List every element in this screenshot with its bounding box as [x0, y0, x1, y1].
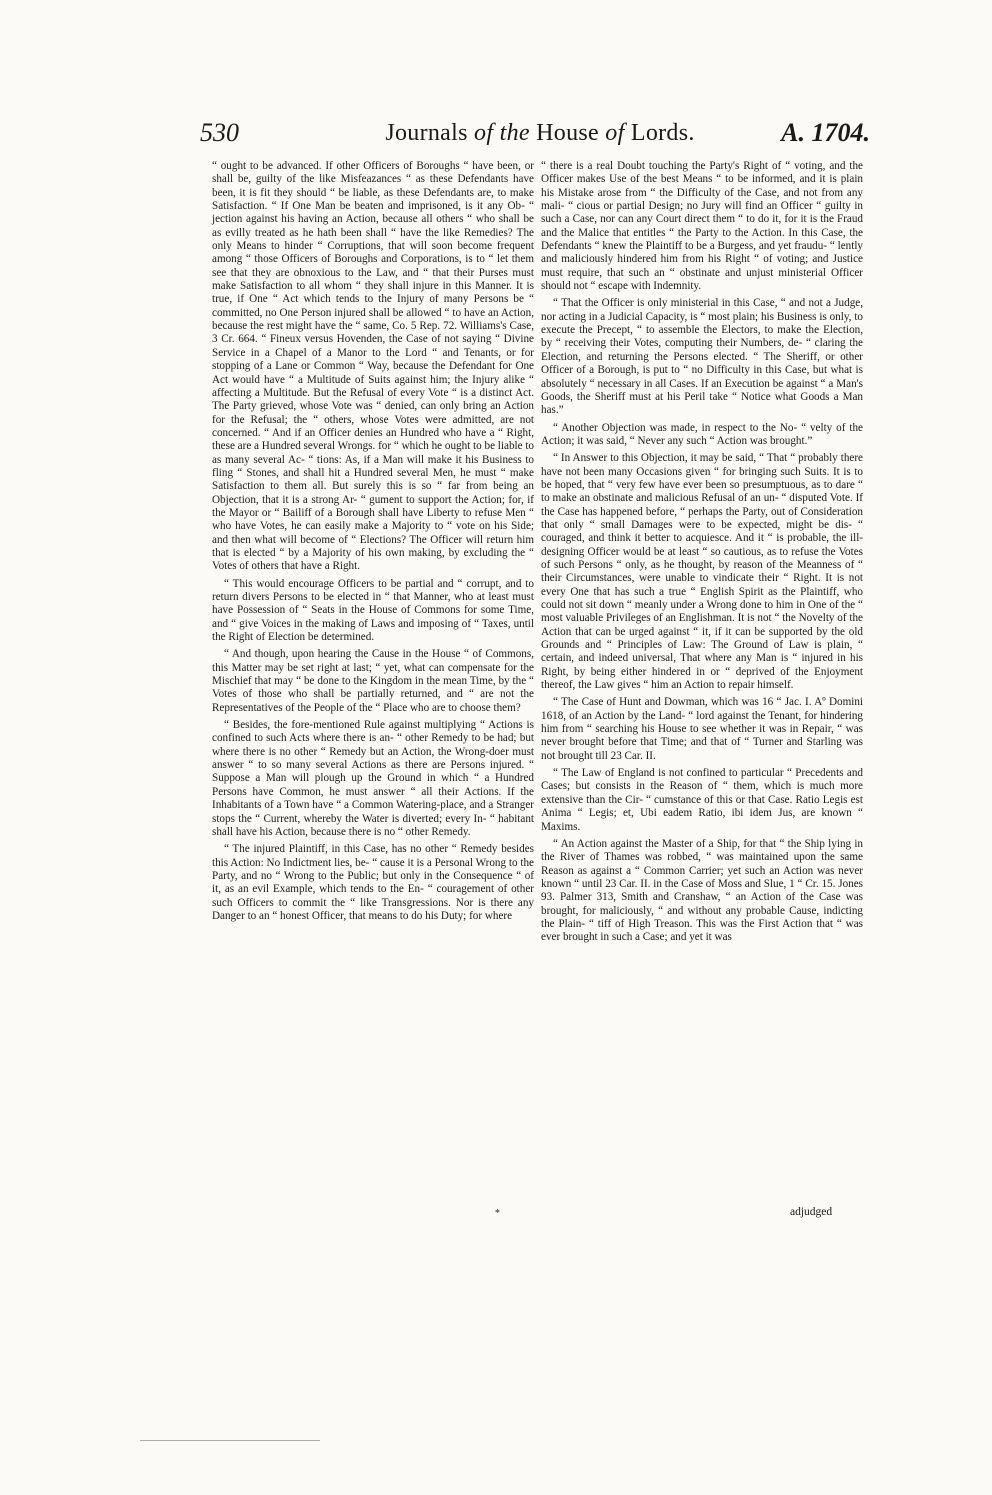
paragraph: “ there is a real Doubt touching the Party's Right of “ voting, and the Officer makes Use of the best Means “ to be informed, and it is plain his Mistake arose from “ the Difficulty of the Case, and not from any mali- “ cious or partial Design; no Jury will find an Officer “ guilty in such a Case, nor can any Court direct them “ to do it, for it is the Fraud and the Malice that entitles “ the Party to the Action. In this Case, the Defendants “ knew the Plaintiff to be a Burgess, and yet fraudu- “ lently and maliciously hindered him from his Right “ of voting; and Justice must require, that such an “ obstinate and unjust ministerial Officer should not “ escape with Indemnity.: [541, 160, 863, 293]
paragraph: “ That the Officer is only ministerial in this Case, “ and not a Judge, nor acting in a Judicial Capacity, is “ most plain; his Business is only, to execute the Precept, “ to assemble the Electors, to make the Election, by “ receiving their Votes, computing their Numbers, de- “ claring the Election, and returning the Persons elected. “ The Sheriff, or other Officer of a Borough, is put to “ no Difficulty in this Case, but what is absolutely “ necessary in all Cases. If an Execution be against “ a Man's Goods, the Sheriff must at his Peril take “ Notice what Goods a Man has.”: [541, 297, 863, 417]
paragraph: “ In Answer to this Objection, it may be said, “ That “ probably there have not been many Occasions given “ for bringing such Suits. It is to be hoped, that “ very few have ever been so presumptuous, as to dare “ to make an obstinate and malicious Refusal of an un- “ disputed Vote. If the Case has happened before, “ perhaps the Party, out of Consideration that only “ small Damages were to be expected, might be dis- “ couraged, and think it better to acquiesce. And it “ is probable, the ill-designing Officer would be at least “ so cautious, as to refuse the Votes of such Persons “ only, as he thought, by reason of the Meanness of “ their Circumstances, were unable to vindicate their “ Right. It is not every One that has such a true “ English Spirit as the Plaintiff, who could not sit down “ meanly under a Wrong done to him in One of the “ most valuable Privileges of an Englishman. It is not “ the Novelty of the Action that can be urged against “ it, if it can be supported by the old Grounds and “ Principles of Law: The Ground of Law is plain, “ certain, and indeed universal, That where any Man is “ injured in his Right, by being either hindered in or “ deprived of the Enjoyment thereof, the Law gives “ him an Action to repair himself.: [541, 452, 863, 692]
footer-mark: *: [495, 1208, 500, 1219]
title-part: of: [605, 120, 625, 146]
right-column: [541, 160, 863, 949]
title-part: of the: [474, 120, 530, 146]
page-number: 530: [200, 118, 239, 147]
catchword: adjudged: [790, 1206, 833, 1218]
paragraph: “ This would encourage Officers to be partial and “ corrupt, and to return divers Persons to be elected in “ that Manner, who at least must have Possession of “ Seats in the House of Commons for some Time, and “ give Voices in the making of Laws and imposing of “ Taxes, until the Right of Election be determined.: [212, 577, 534, 644]
year-marker: A. 1704.: [781, 118, 870, 147]
title-part: Lords.: [624, 120, 695, 146]
title-part: House: [529, 120, 606, 146]
left-column: [212, 160, 534, 927]
print-smudge: [140, 1440, 320, 1446]
paragraph: “ Another Objection was made, in respect to the No- “ velty of the Action; it was said, “ Never any such “ Action was brought.”: [541, 421, 863, 447]
running-title: [320, 120, 760, 147]
page-header: [200, 118, 870, 152]
title-part: Journals: [385, 120, 475, 146]
paragraph: “ And though, upon hearing the Cause in the House “ of Commons, this Matter may be set right at last; “ yet, what can compensate for the Mischief that may “ be done to the Kingdom in the mean Time, by the “ Votes of those who shall be partially returned, and “ are not the Representatives of the People of the “ Place who are to choose them?: [212, 648, 534, 714]
paragraph: “ The injured Plaintiff, in this Case, has no other “ Remedy besides this Action: No Indictment lies, be- “ cause it is a Personal Wrong to the Party, and no “ Wrong to the Public; but only in the Consequence “ of it, as an evil Example, which tends to the En- “ couragement of other such Officers to commit the “ like Transgressions. Nor is there any Danger to an “ honest Officer, that means to do his Duty; for where: [212, 843, 534, 922]
paragraph: “ Besides, the fore-mentioned Rule against multiplying “ Actions is confined to such Acts where there is an- “ other Remedy to be had; but where there is no other “ Remedy but an Action, the Wrong-doer must answer “ to so many several Actions as there are Persons injured. “ Suppose a Man will plough up the Ground in which “ a Hundred Persons have Common, he must answer “ all their Actions. If the Inhabitants of a Town have “ a Common Watering-place, and a Stranger stops the “ Current, whereby the Water is diverted; every In- “ habitant shall have his Action, because there is no “ other Remedy.: [212, 719, 534, 838]
paragraph: “ ought to be advanced. If other Officers of Boroughs “ have been, or shall be, guilty of the like Misfeazances “ as these Defendants have been, it is fit they should “ be liable, as these Defendants are, to make Satisfaction. “ If One Man be beaten and imprisoned, is it any Ob- “ jection against his having an Action, because all others “ who shall be as evilly treated as he hath been shall “ have the like Remedies? The only Means to hinder “ Corruptions, that will soon become frequent among “ those Officers of Boroughs and Corporations, is to “ let them see that they are obnoxious to the Law, and “ that their Purses must make Satisfaction to all whom “ they shall injure in this Manner. It is true, if One “ Act which tends to the Injury of many Persons be “ committed, no One Person injured shall be allowed “ to have an Action, because the rest might have the “ same, Co. 5 Rep. 72. Williams's Case, 3 Cr. 664. “ Fineux versus Hovenden, the Case of not saying “ Divine Service in a Chapel of a Manor to the Lord “ and Tenants, or for stopping of a Lane or Common “ Way, because the Defendant for One Act would have “ a Multitude of Suits against him; the Injury alike “ affecting a Multitude. But the Refusal of every Vote “ is a distinct Act. The Party grieved, whose Vote was “ denied, can only bring an Action for the Refusal; the “ others, whose Votes were admitted, are not concerned. “ And if an Officer denies an Hundred who have a “ Right, these are a Hundred several Wrongs. for “ which he ought to be liable to as many several Ac- “ tions: As, if a Man will make it his Business to fling “ Stones, and shall hit a Hundred several Men, he must “ make Satisfaction to them all. But surely this is so “ far from being an Objection, that it is a strong Ar- “ gument to support the Action; for, if the Mayor or “ Bailiff of a Borough shall have Liberty to refuse Men “ who have Votes, he can easily make a Majority to “ vote on his Side; and then what will become of “ Elections? The Officer will return him that is elected “ by a Majority of his own making, by excluding the “ Votes of others that have a Right.: [212, 160, 535, 573]
paragraph: “ The Case of Hunt and Dowman, which was 16 “ Jac. I. Aº Domini 1618, of an Action by the Land- “ lord against the Tenant, for hindering him from “ searching his House to see whether it was in Repair, “ was never brought before that Time; and that of “ Turner and Starling was not brought till 23 Car. II.: [541, 696, 863, 762]
paragraph: “ An Action against the Master of a Ship, for that “ the Ship lying in the River of Thames was robbed, “ was maintained upon the same Reason as against a “ Common Carrier; yet such an Action was never known “ until 23 Car. II. in the Case of Moss and Slue, 1 “ Cr. 15. Jones 93. Palmer 313, Smith and Cranshaw, “ an Action of the Case was brought, for maliciously, “ and without any probable Cause, indicting the Plain- “ tiff of High Treason. This was the First Action that “ was ever brought in such a Case; and yet it was: [541, 837, 863, 944]
paragraph: “ The Law of England is not confined to particular “ Precedents and Cases; but consists in the Reason of “ them, which is much more extensive than the Cir- “ cumstance of this or that Case. Ratio Legis est Anima “ Legis; et, Ubi eadem Ratio, ibi idem Jus, are known “ Maxims.: [541, 767, 863, 833]
